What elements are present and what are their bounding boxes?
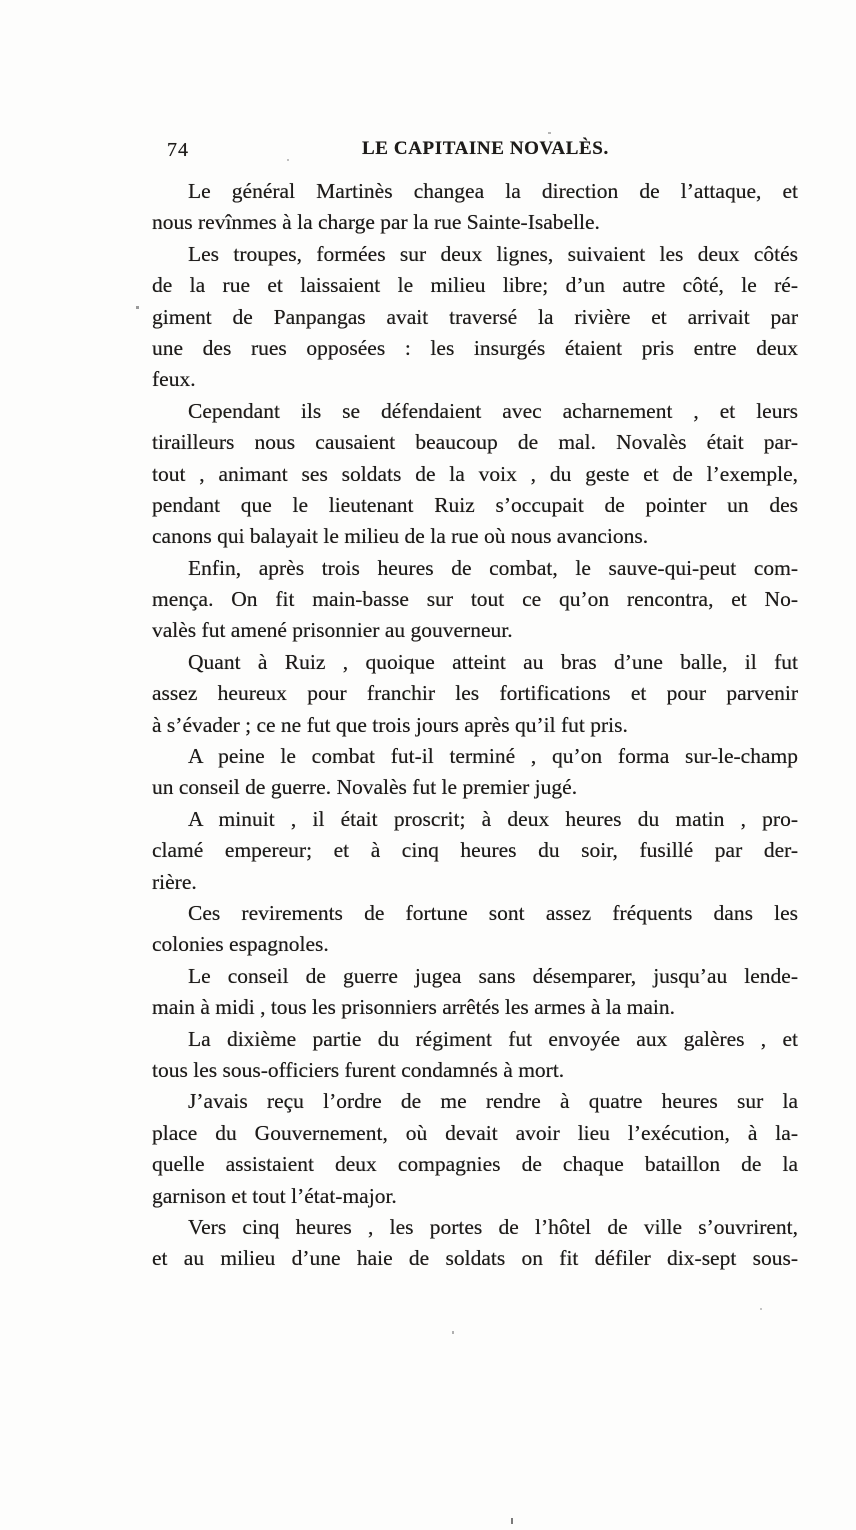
paragraph xyxy=(152,176,798,239)
text-line: Enfin, après trois heures de combat, le sauve-qui-peut com- xyxy=(188,555,798,580)
text-line: main à midi , tous les prisonniers arrêtés les armes à la main. xyxy=(152,995,676,1020)
text-line: giment de Panpangas avait traversé la rivière et arrivait par xyxy=(152,304,798,329)
scan-speck xyxy=(511,1518,513,1524)
scan-speck xyxy=(760,1308,762,1310)
text-line: rière. xyxy=(152,869,197,894)
text-line: colonies espagnoles. xyxy=(152,932,329,957)
text-line: pendant que le lieutenant Ruiz s’occupait de pointer un des xyxy=(152,492,798,517)
text-line: Les troupes, formées sur deux lignes, suivaient les deux côtés xyxy=(188,241,798,266)
paragraph xyxy=(152,1086,798,1212)
text-line: Quant à Ruiz , quoique atteint au bras d’une balle, il fut xyxy=(188,649,798,674)
text-line: tous les sous-officiers furent condamnés à mort. xyxy=(152,1057,565,1082)
scan-speck xyxy=(452,1331,454,1334)
page-number: 74 xyxy=(167,139,189,161)
text-line: de la rue et laissaient le milieu libre; d’un autre côté, le ré- xyxy=(152,273,798,298)
paragraph xyxy=(152,553,798,647)
text-line: mença. On fit main-basse sur tout ce qu’on rencontra, et No- xyxy=(152,587,798,612)
paragraph xyxy=(152,804,798,898)
text-line: J’avais reçu l’ordre de me rendre à quatre heures sur la xyxy=(188,1089,798,1114)
text-line: tirailleurs nous causaient beaucoup de mal. Novalès était par- xyxy=(152,430,798,455)
paragraph xyxy=(152,741,798,804)
text-line: La dixième partie du régiment fut envoyée aux galères , et xyxy=(188,1026,798,1051)
paragraph xyxy=(152,898,798,961)
scan-speck xyxy=(136,306,139,309)
text-line: canons qui balayait le milieu de la rue où nous avancions. xyxy=(152,524,649,549)
text-line: place du Gouvernement, où devait avoir lieu l’exécution, à la- xyxy=(152,1120,798,1145)
scan-speck xyxy=(548,132,551,134)
text-line: assez heureux pour franchir les fortifications et pour parvenir xyxy=(152,681,798,706)
text-line: Ces revirements de fortune sont assez fréquents dans les xyxy=(188,900,798,925)
text-line: Le général Martinès changea la direction de l’attaque, et xyxy=(188,179,798,203)
text-line: clamé empereur; et à cinq heures du soir, fusillé par der- xyxy=(152,838,798,863)
running-title: LE CAPITAINE NOVALÈS. xyxy=(362,138,609,159)
text-line: Cependant ils se défendaient avec acharnement , et leurs xyxy=(188,398,798,423)
paragraph xyxy=(152,961,798,1024)
text-line: tout , animant ses soldats de la voix , du geste et de l’exemple, xyxy=(152,461,798,486)
text-line: Vers cinq heures , les portes de l’hôtel de ville s’ouvrirent, xyxy=(188,1214,798,1239)
text-line: A minuit , il était proscrit; à deux heures du matin , pro- xyxy=(188,806,798,831)
text-line: un conseil de guerre. Novalès fut le premier jugé. xyxy=(152,775,578,800)
paragraph xyxy=(152,1212,798,1275)
scan-speck xyxy=(287,159,289,161)
text-block xyxy=(152,176,798,1275)
paragraph xyxy=(152,1024,798,1087)
text-line: feux. xyxy=(152,367,196,392)
text-line: une des rues opposées : les insurgés étaient pris entre deux xyxy=(152,335,798,360)
text-line: A peine le combat fut-il terminé , qu’on forma sur-le-champ xyxy=(188,744,798,769)
text-line: nous revînmes à la charge par la rue Sainte-Isabelle. xyxy=(152,210,600,235)
text-line: Le conseil de guerre jugea sans désemparer, jusqu’au lende- xyxy=(188,963,798,988)
text-line: et au milieu d’une haie de soldats on fit défiler dix-sept sous- xyxy=(152,1246,798,1271)
text-line: à s’évader ; ce ne fut que trois jours après qu’il fut pris. xyxy=(152,712,628,737)
paragraph xyxy=(152,396,798,553)
text-line: garnison et tout l’état-major. xyxy=(152,1183,397,1208)
paragraph xyxy=(152,239,798,396)
text-line: quelle assistaient deux compagnies de chaque bataillon de la xyxy=(152,1152,798,1177)
paragraph xyxy=(152,647,798,741)
text-line: valès fut amené prisonnier au gouverneur. xyxy=(152,618,513,643)
